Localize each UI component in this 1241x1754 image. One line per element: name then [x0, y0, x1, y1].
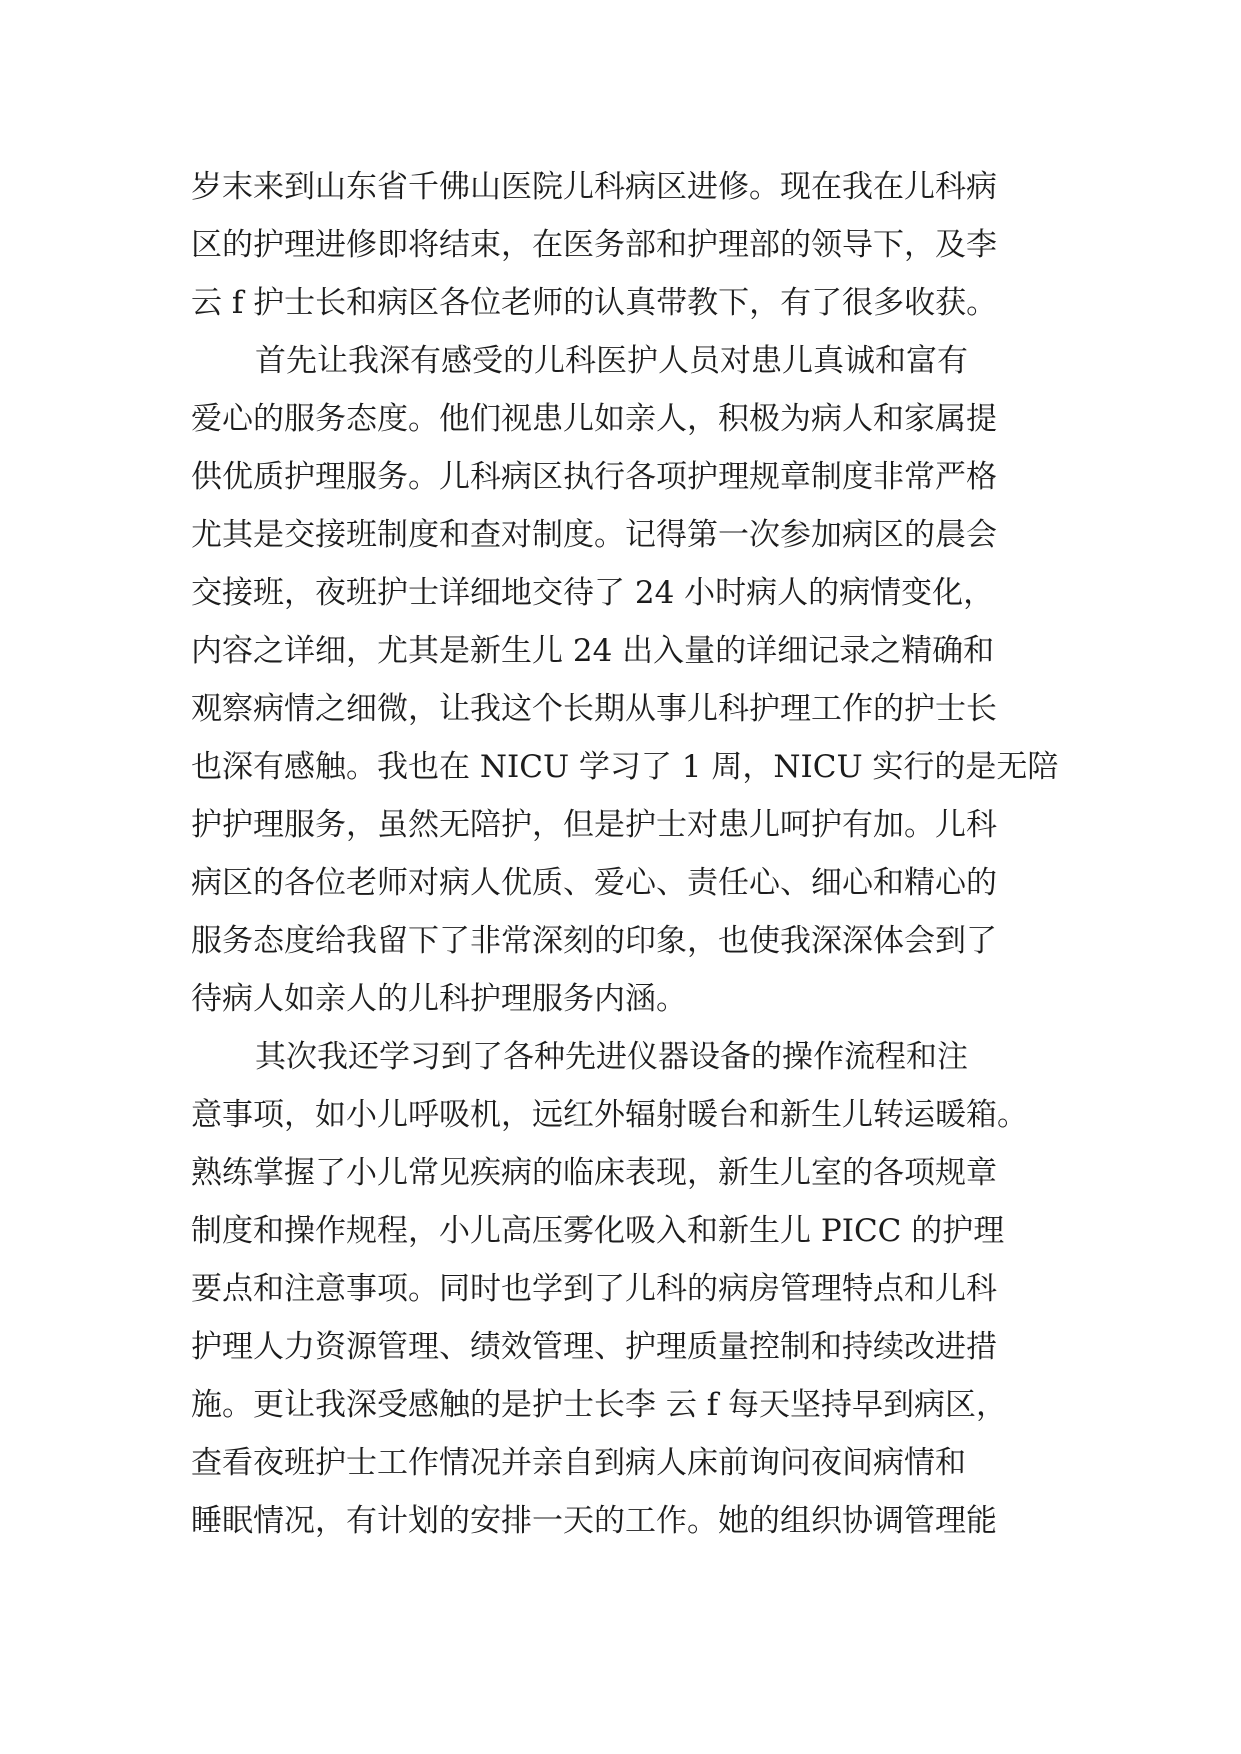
text-line: 病区的各位老师对病人优质、爱心、责任心、细心和精心的 — [191, 865, 997, 901]
text-line: 爱心的服务态度。他们视患儿如亲人，积极为病人和家属提 — [191, 401, 997, 437]
text-line: 护理人力资源管理、绩效管理、护理质量控制和持续改进措 — [191, 1329, 997, 1365]
text-line: 岁末来到山东省千佛山医院儿科病区进修。现在我在儿科病 — [191, 169, 997, 205]
text-line: 待病人如亲人的儿科护理服务内涵。 — [191, 981, 687, 1017]
body-text — [191, 158, 1071, 1550]
text-line: 也深有感触。我也在 NICU 学习了 1 周，NICU 实行的是无陪 — [191, 749, 1059, 785]
text-line: 睡眠情况，有计划的安排一天的工作。她的组织协调管理能 — [191, 1503, 997, 1539]
text-line: 区的护理进修即将结束，在医务部和护理部的领导下，及李 — [191, 227, 997, 263]
text-line: 交接班，夜班护士详细地交待了 24 小时病人的病情变化， — [191, 575, 995, 611]
text-line: 施。更让我深受感触的是护士长李 云 f 每天坚持早到病区， — [191, 1387, 1008, 1423]
text-line: 供优质护理服务。儿科病区执行各项护理规章制度非常严格 — [191, 459, 997, 495]
text-line: 尤其是交接班制度和查对制度。记得第一次参加病区的晨会 — [191, 517, 997, 553]
text-line: 护护理服务，虽然无陪护，但是护士对患儿呵护有加。儿科 — [191, 807, 997, 843]
text-line: 观察病情之细微，让我这个长期从事儿科护理工作的护士长 — [191, 691, 997, 727]
text-line: 云 f 护士长和病区各位老师的认真带教下，有了很多收获。 — [191, 285, 998, 321]
text-line: 查看夜班护士工作情况并亲自到病人床前询问夜间病情和 — [191, 1445, 966, 1481]
text-line: 要点和注意事项。同时也学到了儿科的病房管理特点和儿科 — [191, 1271, 997, 1307]
text-line: 服务态度给我留下了非常深刻的印象，也使我深深体会到了 — [191, 923, 997, 959]
text-line: 制度和操作规程，小儿高压雾化吸入和新生儿 PICC 的护理 — [191, 1213, 1005, 1249]
text-line: 熟练掌握了小儿常见疾病的临床表现，新生儿室的各项规章 — [191, 1155, 997, 1191]
paragraph-first-line: 其次我还学习到了各种先进仪器设备的操作流程和注 — [255, 1039, 968, 1075]
text-line: 内容之详细，尤其是新生儿 24 出入量的详细记录之精确和 — [191, 633, 995, 669]
paragraph-first-line: 首先让我深有感受的儿科医护人员对患儿真诚和富有 — [255, 343, 968, 379]
text-line: 意事项，如小儿呼吸机，远红外辐射暖台和新生儿转运暖箱。 — [191, 1097, 1028, 1133]
